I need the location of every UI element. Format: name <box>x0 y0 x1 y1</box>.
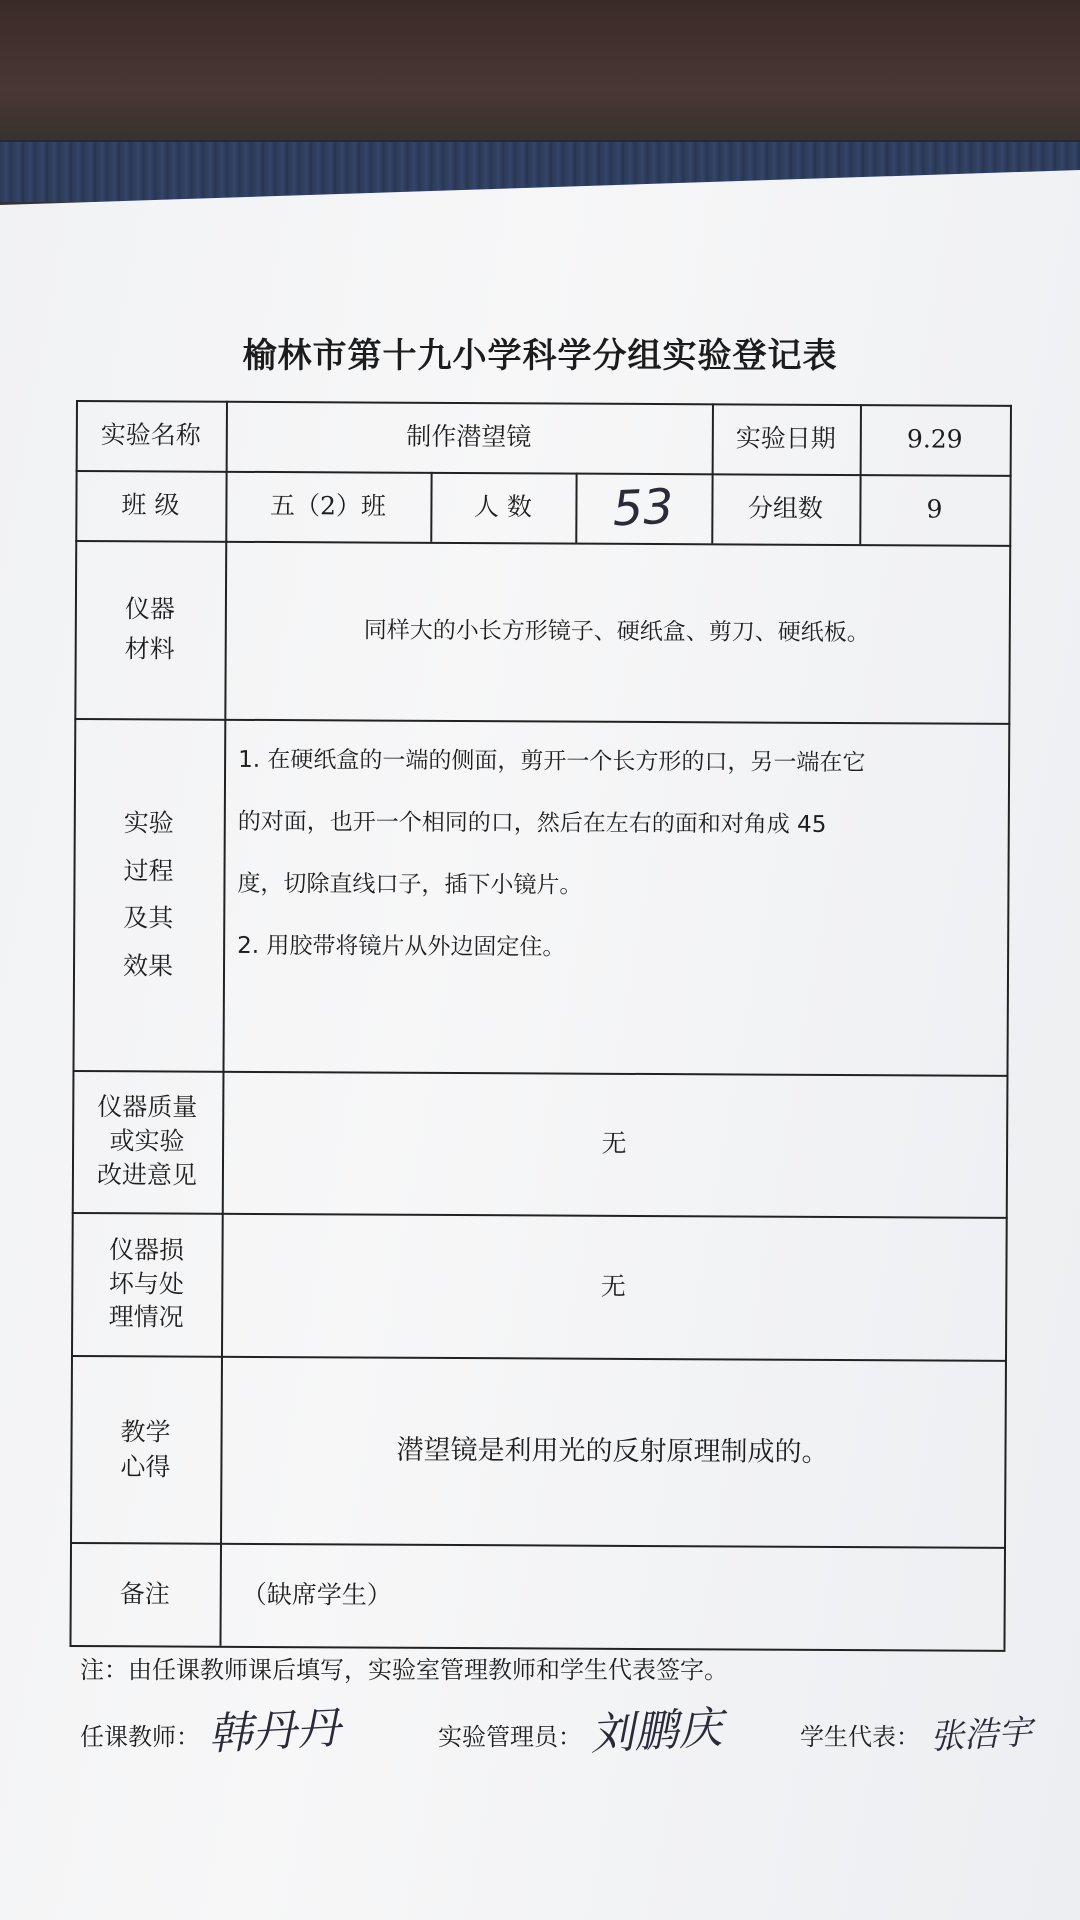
label-line: 及其 <box>123 903 174 933</box>
signature-row <box>80 1695 1060 1775</box>
form-title: 榆林市第十九小学科学分组实验登记表 <box>242 336 838 376</box>
teaching-label <box>70 1355 221 1543</box>
process-line: 度，切除直线口子，插下小镜片。 <box>237 870 583 899</box>
student-label: 学生代表： <box>800 1723 920 1751</box>
experiment-name-label: 实验名称 <box>100 420 201 450</box>
label-line: 或实验 <box>109 1126 185 1156</box>
student-signature: 张浩宇 <box>929 1712 1034 1758</box>
footnote: 注：由任课教师课后填写，实验室管理教师和学生代表签字。 <box>80 1656 728 1684</box>
process-line: 1. 在硬纸盒的一端的侧面，剪开一个长方形的口，另一端在它 <box>238 746 866 777</box>
equipment-value: 同样大的小长方形镜子、硬纸盒、剪刀、硬纸板。 <box>363 617 870 646</box>
label-line: 仪器质量 <box>97 1092 198 1123</box>
remarks-value: （缺席学生） <box>241 1579 392 1610</box>
label-line: 过程 <box>123 855 174 886</box>
label-line: 坏与处 <box>108 1268 184 1299</box>
teaching-value: 潜望镜是利用光的反射原理制成的。 <box>396 1434 829 1468</box>
process-text <box>237 729 998 981</box>
label-line: 仪器 <box>124 594 175 624</box>
process-line: 2. 用胶带将镜片从外边固定住。 <box>237 932 566 961</box>
remarks-label: 备注 <box>119 1578 170 1609</box>
equipment-label <box>74 540 225 719</box>
class-value: 五（2）班 <box>269 491 386 521</box>
groups-value: 9 <box>926 494 943 524</box>
label-line: 仪器损 <box>108 1235 185 1265</box>
admin-label: 实验管理员： <box>438 1723 582 1751</box>
experiment-date-value: 9.29 <box>906 424 963 454</box>
label-line: 理情况 <box>108 1302 184 1332</box>
damage-value: 无 <box>600 1271 626 1301</box>
class-label: 班 级 <box>121 490 180 520</box>
teacher-label: 任课教师： <box>80 1723 200 1751</box>
people-value <box>575 473 711 544</box>
label-line: 心得 <box>120 1451 171 1482</box>
experiment-date-label: 实验日期 <box>735 423 836 453</box>
registration-table <box>69 400 1012 1650</box>
damage-label <box>71 1212 222 1356</box>
people-label: 人 数 <box>473 492 532 522</box>
label-line: 改进意见 <box>96 1159 198 1190</box>
quality-label <box>72 1070 223 1213</box>
label-line: 教学 <box>120 1416 171 1447</box>
process-label <box>72 718 224 1071</box>
label-line: 效果 <box>122 950 174 981</box>
groups-label: 分组数 <box>747 493 824 523</box>
process-line: 的对面，也开一个相同的口，然后在左右的面和对角成 45 <box>237 808 827 838</box>
label-line: 材料 <box>124 634 175 664</box>
teacher-signature: 韩丹丹 <box>206 1702 342 1761</box>
label-line: 实验 <box>123 808 174 838</box>
experiment-name-value: 制作潜望镜 <box>406 421 532 452</box>
admin-signature: 刘鹏庆 <box>588 1702 724 1761</box>
people-count-handwritten: 53 <box>611 478 676 537</box>
quality-value: 无 <box>601 1128 627 1158</box>
